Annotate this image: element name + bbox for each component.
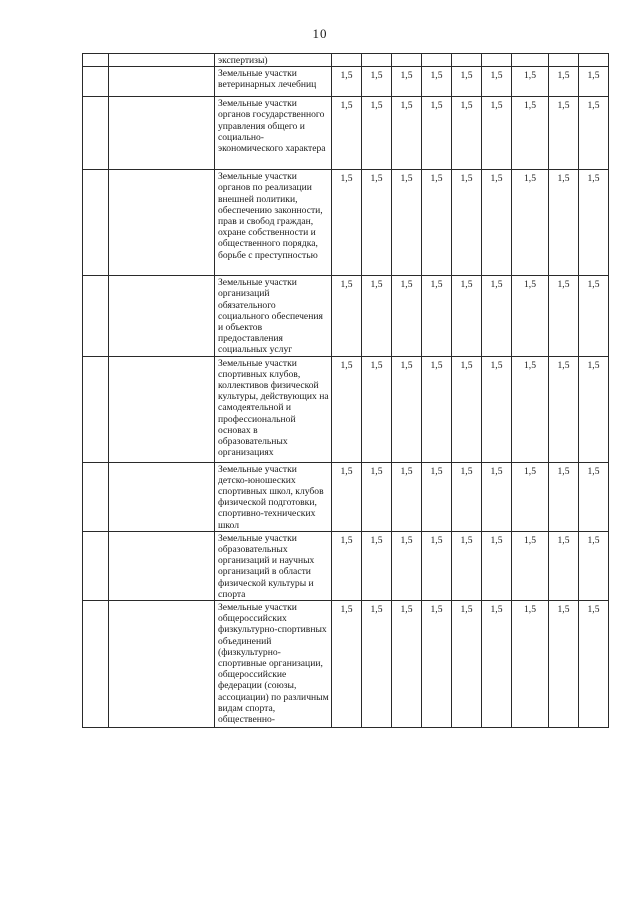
coefficient-cell bbox=[332, 54, 362, 67]
coefficient-cell bbox=[392, 462, 422, 531]
coefficient-value bbox=[332, 54, 361, 57]
coefficient-cell bbox=[422, 67, 452, 97]
group-number-cell bbox=[83, 276, 109, 356]
coefficient-cell bbox=[332, 531, 362, 600]
coefficient-value: 1,5 bbox=[557, 534, 570, 546]
coefficient-cell bbox=[452, 170, 482, 276]
coefficient-value: 1,5 bbox=[370, 70, 383, 82]
coefficient-cell bbox=[452, 276, 482, 356]
coefficient-value: 1,5 bbox=[340, 534, 353, 546]
coefficient-value: 1,5 bbox=[557, 100, 570, 112]
coefficient-value: 1,5 bbox=[460, 465, 473, 477]
coefficient-value: 1,5 bbox=[490, 465, 503, 477]
coefficient-value: 1,5 bbox=[400, 70, 413, 82]
coefficient-cell bbox=[482, 356, 512, 462]
coefficient-cell bbox=[422, 276, 452, 356]
coefficient-value: 1,5 bbox=[430, 465, 443, 477]
coefficient-value: 1,5 bbox=[370, 100, 383, 112]
coefficient-cell bbox=[549, 97, 579, 170]
coefficient-cell bbox=[332, 462, 362, 531]
coefficient-cell bbox=[452, 67, 482, 97]
coefficient-cell bbox=[362, 601, 392, 728]
group-number-cell bbox=[83, 531, 109, 600]
coefficient-cell bbox=[362, 531, 392, 600]
table-row bbox=[83, 462, 609, 531]
coefficient-cell bbox=[422, 462, 452, 531]
group-number-cell bbox=[83, 462, 109, 531]
group-name-cell bbox=[109, 97, 215, 170]
coefficient-cell bbox=[512, 531, 549, 600]
coefficient-value: 1,5 bbox=[400, 100, 413, 112]
coefficient-cell bbox=[362, 462, 392, 531]
coefficient-value: 1,5 bbox=[587, 604, 600, 616]
land-use-description-cell bbox=[215, 276, 332, 356]
group-name-cell bbox=[109, 170, 215, 276]
coefficient-cell bbox=[512, 54, 549, 67]
rates-table bbox=[82, 53, 609, 728]
land-use-description-cell bbox=[215, 97, 332, 170]
land-use-description-cell bbox=[215, 462, 332, 531]
coefficient-value: 1,5 bbox=[400, 604, 413, 616]
coefficient-value: 1,5 bbox=[557, 173, 570, 185]
group-number-cell bbox=[83, 67, 109, 97]
group-number-cell bbox=[83, 356, 109, 462]
coefficient-value bbox=[452, 54, 481, 57]
group-name-cell bbox=[109, 531, 215, 600]
coefficient-value: 1,5 bbox=[490, 173, 503, 185]
coefficient-value: 1,5 bbox=[370, 465, 383, 477]
table-row bbox=[83, 67, 609, 97]
coefficient-cell bbox=[512, 276, 549, 356]
coefficient-cell bbox=[482, 54, 512, 67]
coefficient-cell bbox=[362, 54, 392, 67]
coefficient-cell bbox=[422, 97, 452, 170]
coefficient-value: 1,5 bbox=[557, 465, 570, 477]
land-use-description: Земельные участки организаций обязательного социального обеспечения и объектов предоставления социальных услуг bbox=[218, 277, 323, 356]
coefficient-cell bbox=[332, 97, 362, 170]
coefficient-cell bbox=[452, 54, 482, 67]
coefficient-value: 1,5 bbox=[340, 70, 353, 82]
coefficient-value: 1,5 bbox=[370, 279, 383, 291]
land-use-description: экспертизы) bbox=[218, 55, 268, 66]
coefficient-cell bbox=[452, 531, 482, 600]
coefficient-cell bbox=[452, 601, 482, 728]
coefficient-cell bbox=[332, 276, 362, 356]
coefficient-value: 1,5 bbox=[490, 70, 503, 82]
coefficient-cell bbox=[392, 531, 422, 600]
land-use-description-cell bbox=[215, 356, 332, 462]
coefficient-cell bbox=[579, 67, 609, 97]
table-row bbox=[83, 531, 609, 600]
coefficient-cell bbox=[362, 67, 392, 97]
coefficient-value: 1,5 bbox=[430, 100, 443, 112]
land-use-description-cell bbox=[215, 601, 332, 728]
coefficient-value: 1,5 bbox=[460, 279, 473, 291]
land-use-description-cell bbox=[215, 67, 332, 97]
coefficient-cell bbox=[392, 170, 422, 276]
coefficient-cell bbox=[512, 97, 549, 170]
coefficient-value: 1,5 bbox=[400, 279, 413, 291]
coefficient-cell bbox=[482, 601, 512, 728]
coefficient-cell bbox=[482, 462, 512, 531]
coefficient-value: 1,5 bbox=[460, 604, 473, 616]
group-number-cell bbox=[83, 97, 109, 170]
coefficient-value: 1,5 bbox=[524, 100, 536, 112]
coefficient-cell bbox=[549, 67, 579, 97]
group-name-cell bbox=[109, 601, 215, 728]
coefficient-value: 1,5 bbox=[430, 173, 443, 185]
coefficient-cell bbox=[332, 67, 362, 97]
coefficient-value: 1,5 bbox=[490, 100, 503, 112]
table-row bbox=[83, 601, 609, 728]
coefficient-value: 1,5 bbox=[557, 70, 570, 82]
land-use-description: Земельные участки спортивных клубов, коллективов физической культуры, действующих на самодеятельной и профессиональной основах в образовательных организациях bbox=[218, 357, 329, 459]
table-row bbox=[83, 54, 609, 67]
coefficient-value: 1,5 bbox=[400, 465, 413, 477]
coefficient-value: 1,5 bbox=[340, 100, 353, 112]
table-row bbox=[83, 276, 609, 356]
table-row bbox=[83, 97, 609, 170]
group-name-cell bbox=[109, 67, 215, 97]
coefficient-cell bbox=[549, 531, 579, 600]
land-use-description: Земельные участки образовательных организаций и научных организаций в области физической культуры и спорта bbox=[218, 532, 315, 600]
coefficient-cell bbox=[452, 97, 482, 170]
coefficient-value: 1,5 bbox=[490, 534, 503, 546]
coefficient-value: 1,5 bbox=[460, 100, 473, 112]
coefficient-value: 1,5 bbox=[370, 534, 383, 546]
coefficient-cell bbox=[549, 54, 579, 67]
coefficient-value: 1,5 bbox=[460, 173, 473, 185]
coefficient-cell bbox=[549, 170, 579, 276]
coefficient-value: 1,5 bbox=[400, 173, 413, 185]
coefficient-cell bbox=[482, 97, 512, 170]
coefficient-cell bbox=[482, 170, 512, 276]
coefficient-value: 1,5 bbox=[524, 604, 536, 616]
coefficient-value: 1,5 bbox=[400, 359, 413, 371]
coefficient-cell bbox=[422, 356, 452, 462]
coefficient-value: 1,5 bbox=[400, 534, 413, 546]
coefficient-value bbox=[362, 54, 391, 57]
coefficient-value: 1,5 bbox=[587, 359, 600, 371]
land-use-description: Земельные участки детско-юношеских спортивных школ, клубов физической подготовки, спортивно-технических школ bbox=[218, 463, 324, 531]
coefficient-value: 1,5 bbox=[557, 604, 570, 616]
coefficient-cell bbox=[579, 276, 609, 356]
coefficient-cell bbox=[549, 276, 579, 356]
page-number: 10 bbox=[312, 26, 328, 41]
coefficient-value bbox=[392, 54, 421, 57]
coefficient-value: 1,5 bbox=[587, 465, 600, 477]
coefficient-value bbox=[422, 54, 451, 57]
coefficient-cell bbox=[579, 531, 609, 600]
coefficient-value: 1,5 bbox=[370, 604, 383, 616]
coefficient-value: 1,5 bbox=[430, 534, 443, 546]
coefficient-cell bbox=[482, 276, 512, 356]
coefficient-cell bbox=[579, 462, 609, 531]
coefficient-value: 1,5 bbox=[490, 279, 503, 291]
coefficient-value: 1,5 bbox=[587, 173, 600, 185]
coefficient-cell bbox=[549, 356, 579, 462]
coefficient-cell bbox=[392, 276, 422, 356]
coefficient-value: 1,5 bbox=[430, 279, 443, 291]
coefficient-value bbox=[549, 54, 578, 57]
coefficient-cell bbox=[579, 97, 609, 170]
coefficient-value: 1,5 bbox=[557, 359, 570, 371]
coefficient-value bbox=[512, 54, 548, 57]
coefficient-value: 1,5 bbox=[587, 534, 600, 546]
coefficient-value: 1,5 bbox=[430, 604, 443, 616]
group-name-cell bbox=[109, 276, 215, 356]
coefficient-cell bbox=[512, 67, 549, 97]
table-row bbox=[83, 170, 609, 276]
land-use-description: Земельные участки общероссийских физкультурно-спортивных объединений (физкультурно-спортивные организации, общероссийские федерации (союзы, ассоциации) по различным видам спорта, общественно- bbox=[218, 602, 329, 726]
group-number-cell bbox=[83, 170, 109, 276]
coefficient-cell bbox=[512, 462, 549, 531]
coefficient-cell bbox=[422, 601, 452, 728]
coefficient-value: 1,5 bbox=[587, 70, 600, 82]
coefficient-cell bbox=[362, 170, 392, 276]
group-name-cell bbox=[109, 356, 215, 462]
coefficient-cell bbox=[452, 356, 482, 462]
coefficient-value: 1,5 bbox=[524, 279, 536, 291]
coefficient-cell bbox=[512, 170, 549, 276]
coefficient-value: 1,5 bbox=[340, 465, 353, 477]
coefficient-value bbox=[579, 54, 608, 57]
coefficient-value: 1,5 bbox=[430, 359, 443, 371]
coefficient-cell bbox=[362, 276, 392, 356]
coefficient-value: 1,5 bbox=[524, 359, 536, 371]
coefficient-value: 1,5 bbox=[490, 359, 503, 371]
table-row bbox=[83, 356, 609, 462]
coefficient-value bbox=[482, 54, 511, 57]
coefficient-cell bbox=[332, 356, 362, 462]
coefficient-cell bbox=[332, 170, 362, 276]
coefficient-value: 1,5 bbox=[340, 359, 353, 371]
coefficient-cell bbox=[579, 356, 609, 462]
coefficient-cell bbox=[422, 54, 452, 67]
land-use-description: Земельные участки органов государственного управления общего и социально-экономического характера bbox=[218, 98, 326, 155]
coefficient-value: 1,5 bbox=[587, 279, 600, 291]
coefficient-cell bbox=[549, 462, 579, 531]
coefficient-value: 1,5 bbox=[340, 173, 353, 185]
land-use-description-cell bbox=[215, 54, 332, 67]
coefficient-cell bbox=[579, 170, 609, 276]
coefficient-cell bbox=[392, 601, 422, 728]
coefficient-cell bbox=[362, 356, 392, 462]
coefficient-cell bbox=[422, 170, 452, 276]
coefficient-value: 1,5 bbox=[370, 359, 383, 371]
coefficient-cell bbox=[452, 462, 482, 531]
coefficient-value: 1,5 bbox=[490, 604, 503, 616]
coefficient-cell bbox=[579, 54, 609, 67]
coefficient-cell bbox=[549, 601, 579, 728]
coefficient-value: 1,5 bbox=[587, 100, 600, 112]
group-number-cell bbox=[83, 54, 109, 67]
coefficient-value: 1,5 bbox=[524, 70, 536, 82]
coefficient-cell bbox=[392, 54, 422, 67]
coefficient-value: 1,5 bbox=[370, 173, 383, 185]
group-name-cell bbox=[109, 462, 215, 531]
coefficient-cell bbox=[392, 356, 422, 462]
coefficient-cell bbox=[332, 601, 362, 728]
coefficient-value: 1,5 bbox=[460, 70, 473, 82]
coefficient-cell bbox=[512, 356, 549, 462]
coefficient-value: 1,5 bbox=[524, 534, 536, 546]
coefficient-value: 1,5 bbox=[430, 70, 443, 82]
land-use-description: Земельные участки ветеринарных лечебниц bbox=[218, 68, 317, 91]
coefficient-cell bbox=[482, 67, 512, 97]
land-use-description-cell bbox=[215, 170, 332, 276]
coefficient-value: 1,5 bbox=[460, 359, 473, 371]
coefficient-value: 1,5 bbox=[340, 604, 353, 616]
group-name-cell bbox=[109, 54, 215, 67]
coefficient-value: 1,5 bbox=[460, 534, 473, 546]
coefficient-cell bbox=[512, 601, 549, 728]
land-use-description-cell bbox=[215, 531, 332, 600]
coefficient-cell bbox=[392, 67, 422, 97]
coefficient-cell bbox=[392, 97, 422, 170]
coefficient-value: 1,5 bbox=[340, 279, 353, 291]
coefficient-value: 1,5 bbox=[557, 279, 570, 291]
land-use-description: Земельные участки органов по реализации внешней политики, обеспечению законности, прав и свобод граждан, охране собственности и общественного порядка, борьбе с преступностью bbox=[218, 171, 323, 261]
coefficient-cell bbox=[422, 531, 452, 600]
coefficient-value: 1,5 bbox=[524, 173, 536, 185]
group-number-cell bbox=[83, 601, 109, 728]
coefficient-value: 1,5 bbox=[524, 465, 536, 477]
coefficient-cell bbox=[579, 601, 609, 728]
coefficient-cell bbox=[362, 97, 392, 170]
coefficient-cell bbox=[482, 531, 512, 600]
